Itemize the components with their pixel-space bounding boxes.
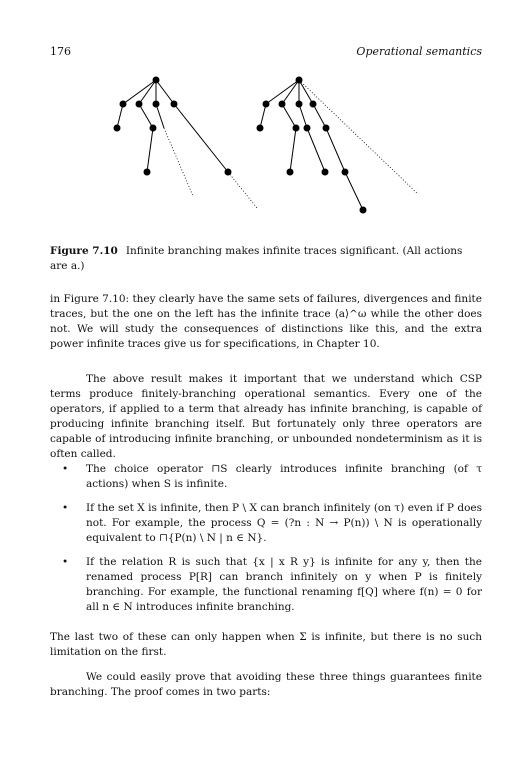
paragraph-1: in Figure 7.10: they clearly have the same sets of failures, divergences and finite traces, but the one on the left has the infinite trace ⟨a⟩^ω while the other does not. We will study the consequences of distinctions like this, and the extra power infinite traces give us for specifications, in Chapter 10. [50, 293, 482, 350]
list-item [50, 555, 482, 615]
left-tree [114, 77, 258, 209]
paragraph-2: The above result makes it important that we understand which CSP terms produce finitely-branching operational semantics. Every one of the operators, if applied to a term that already has infinite branching, is capable of producing infinite branching itself. But fortunately only three operators are capable of introducing infinite branching, or unbounded nondeterminism as it is often called. [50, 373, 482, 460]
list-item [50, 501, 482, 546]
list-item-text: The choice operator ⊓S clearly introduces infinite branching (of τ actions) when S is infinite. [86, 463, 482, 490]
list-item-text: If the set X is infinite, then P \ X can branch infinitely (on τ) even if P does not. For example, the process Q = (?n : N → P(n)) \ N is operationally equivalent to ⊓{P(n) \ N | n ∈ N}. [86, 502, 482, 544]
figure-caption [50, 244, 482, 274]
bullet-marker: • [62, 502, 69, 514]
list-item-text: If the relation R is such that {x | x R y} is infinite for any y, then the renamed process P[R] can branch infinitely on y when P is finitely branching. For example, the functional renaming f[Q] where f(n) = 0 for all n ∈ N introduces infinite branching. [86, 556, 482, 613]
caption-text: Infinite branching makes infinite traces significant. (All actions are a.) [50, 245, 463, 272]
page-number: 176 [50, 45, 71, 58]
bullet-list [50, 462, 482, 624]
figure-7-10-trees [50, 66, 482, 226]
running-title: Operational semantics [356, 45, 482, 58]
paragraph-3: The last two of these can only happen when Σ is infinite, but there is no such limitation on the first. [50, 631, 482, 658]
caption-label: Figure 7.10 [50, 245, 118, 257]
bullet-marker: • [62, 463, 69, 475]
paragraph-4: We could easily prove that avoiding these three things guarantees finite branching. The proof comes in two parts: [50, 671, 482, 698]
list-item [50, 462, 482, 492]
page-header [50, 45, 482, 61]
right-tree [257, 77, 419, 214]
bullet-marker: • [62, 556, 69, 568]
